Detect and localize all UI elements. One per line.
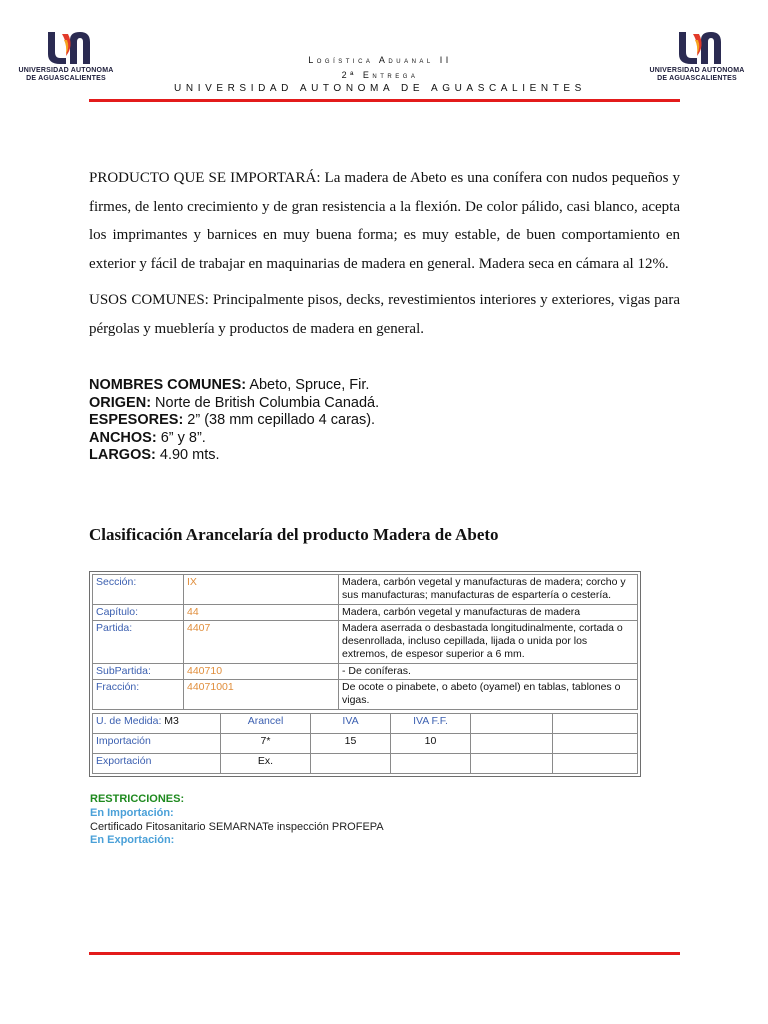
header-delivery: 2ª Entrega — [341, 70, 419, 80]
spec-value: Abeto, Spruce, Fir. — [246, 377, 370, 393]
product-paragraph: PRODUCTO QUE SE IMPORTARÁ: La madera de Abeto es una conífera con nudos pequeños y firmes, de lento crecimiento y de gran resistencia a la flexión. De color pálido, casi blanco, acepta los imprimantes y barnices en muy buena forma; es muy estable, de buen comportamiento en exterior y fácil de trabajar en maquinarias de madera en general. Madera seca en cámara al 12%. — [89, 170, 680, 272]
university-emblem-icon — [671, 30, 727, 66]
university-emblem-icon — [40, 30, 96, 66]
row-code: 440710 — [184, 663, 339, 679]
tariff-classification-table — [89, 571, 641, 777]
import-arancel: 7* — [221, 733, 311, 753]
header-course: Logística Aduanal II — [308, 55, 452, 65]
row-label: Partida: — [93, 620, 184, 663]
row-code: 44 — [184, 604, 339, 620]
spec-label: ANCHOS: — [89, 429, 157, 446]
empty-cell — [471, 753, 553, 773]
row-description: Madera, carbón vegetal y manufacturas de madera; corcho y sus manufacturas; manufacturas de espartería o cestería. — [339, 575, 638, 605]
logo-text-line1: UNIVERSIDAD AUTONOMA — [649, 67, 745, 74]
table-row — [93, 680, 638, 710]
restrictions-title: RESTRICCIONES: — [90, 793, 185, 805]
classification-title: Clasificación Arancelaría del producto Madera de Abeto — [89, 525, 499, 544]
row-description: - De coníferas. — [339, 663, 638, 679]
header-rule — [89, 99, 680, 102]
restrictions-import-text: Certificado Fitosanitario SEMARNATe inspección PROFEPA — [90, 821, 384, 833]
tariff-hierarchy-table — [92, 574, 638, 710]
import-iva: 15 — [311, 733, 391, 753]
row-code: 4407 — [184, 620, 339, 663]
header-university: UNIVERSIDAD AUTONOMA DE AGUASCALIENTES — [174, 83, 586, 94]
footer-rule — [89, 952, 680, 955]
university-logo-left — [10, 30, 122, 86]
row-description: Madera aserrada o desbastada longitudinalmente, cortada o desenrollada, incluso cepillada, lijada o unida por los extremos, de espesor superior a 6 mm. — [339, 620, 638, 663]
empty-cell — [471, 713, 553, 733]
import-label: Importación — [93, 733, 221, 753]
spec-lengths — [89, 447, 379, 465]
table-row — [93, 604, 638, 620]
row-description: De ocote o pinabete, o abeto (oyamel) en tablas, tablones o vigas. — [339, 680, 638, 710]
table-row — [93, 733, 638, 753]
tariff-rates-table — [92, 713, 638, 774]
spec-label: LARGOS: — [89, 447, 156, 463]
table-row — [93, 663, 638, 679]
table-row — [93, 753, 638, 773]
spec-label: NOMBRES COMUNES: — [89, 377, 247, 393]
measure-cell — [93, 713, 221, 733]
restrictions-export-label: En Exportación: — [90, 834, 175, 846]
table-row — [93, 713, 638, 733]
spec-value: 4.90 mts. — [155, 447, 220, 463]
empty-cell — [553, 753, 638, 773]
row-label: Fracción: — [93, 680, 184, 710]
empty-cell — [311, 753, 391, 773]
empty-cell — [471, 733, 553, 753]
spec-thickness — [89, 412, 379, 430]
export-arancel: Ex. — [221, 753, 311, 773]
table-row — [93, 575, 638, 605]
measure-label: U. de Medida: — [96, 714, 162, 727]
measure-value: M3 — [164, 714, 179, 727]
row-label: Capítulo: — [93, 604, 184, 620]
spec-common-names — [89, 377, 379, 395]
row-label: SubPartida: — [93, 663, 184, 679]
spec-label: ESPESORES: — [89, 412, 184, 428]
row-description: Madera, carbón vegetal y manufacturas de madera — [339, 604, 638, 620]
logo-text-line2: DE AGUASCALIENTES — [657, 75, 737, 82]
col-header-iva: IVA — [311, 713, 391, 733]
col-header-arancel: Arancel — [221, 713, 311, 733]
table-row — [93, 620, 638, 663]
spec-value: Norte de British Columbia Canadá. — [151, 394, 380, 411]
uses-paragraph: USOS COMUNES: Principalmente pisos, decks, revestimientos interiores y exteriores, vigas para pérgolas y mueblería y productos de madera en general. — [89, 292, 680, 337]
spec-widths — [89, 430, 379, 448]
spec-label: ORIGEN: — [89, 394, 152, 411]
col-header-iva-ff: IVA F.F. — [391, 713, 471, 733]
export-label: Exportación — [93, 753, 221, 773]
logo-text-line2: DE AGUASCALIENTES — [26, 75, 106, 82]
logo-text-line1: UNIVERSIDAD AUTONOMA — [18, 67, 114, 74]
empty-cell — [391, 753, 471, 773]
university-logo-right — [641, 30, 753, 86]
row-code: 44071001 — [184, 680, 339, 710]
empty-cell — [553, 713, 638, 733]
restrictions-import-label: En Importación: — [90, 807, 174, 819]
row-code: IX — [184, 575, 339, 605]
spec-value: 6” y 8”. — [156, 429, 206, 446]
product-specs — [89, 377, 379, 465]
import-iva-ff: 10 — [391, 733, 471, 753]
empty-cell — [553, 733, 638, 753]
row-label: Sección: — [93, 575, 184, 605]
spec-value: 2” (38 mm cepillado 4 caras). — [183, 412, 376, 428]
spec-origin — [89, 395, 379, 413]
